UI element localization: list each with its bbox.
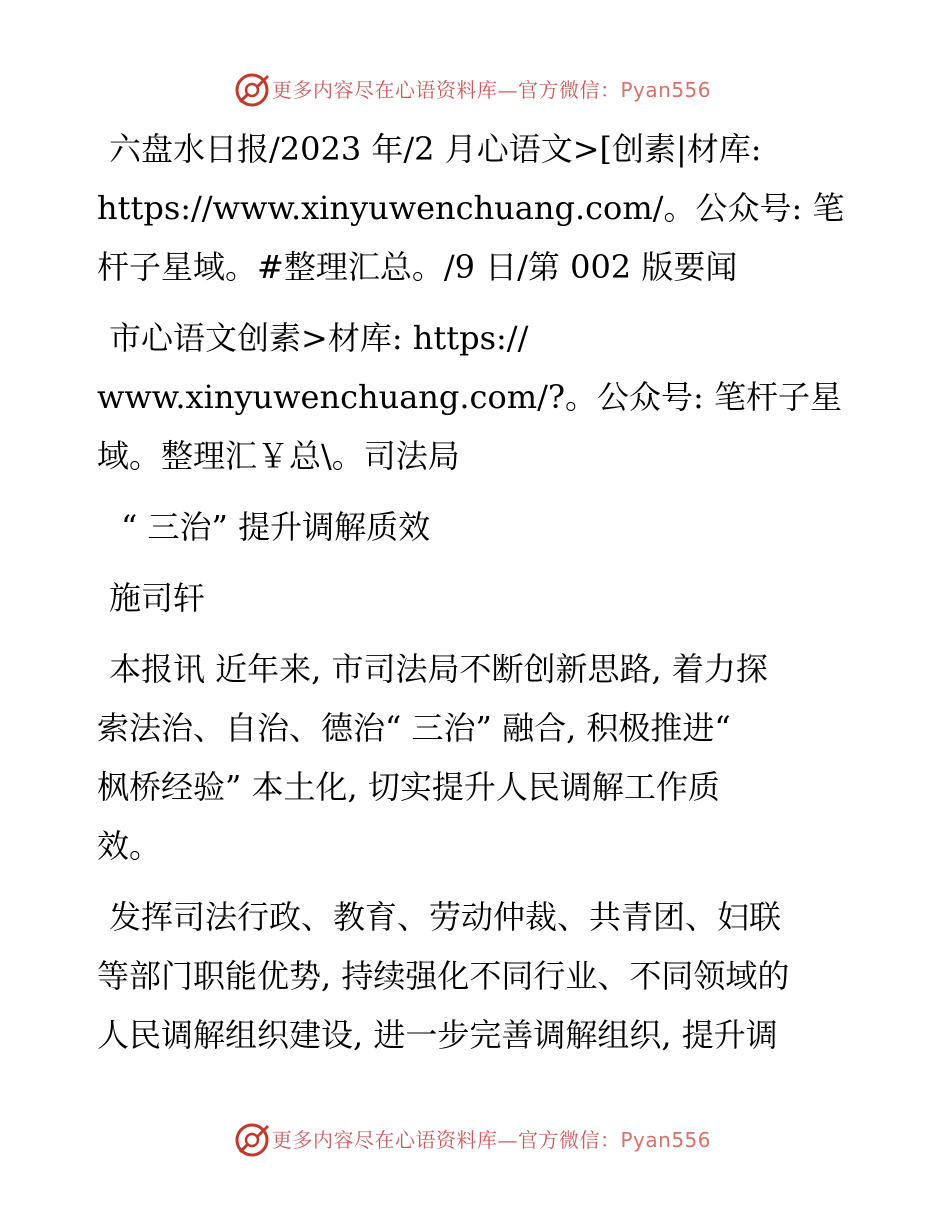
banner-text: 更多内容尽在心语资料库—官方微信：Pyan556 (272, 78, 712, 102)
text-line: www.xinyuwenchuang.com/?。公众号: 笔杆子星 (97, 378, 842, 416)
paragraph (97, 120, 867, 297)
text-line: 等部门职能优势, 持续强化不同行业、不同领域的 (97, 957, 790, 995)
text-line: 发挥司法行政、教育、劳动仲裁、共青团、妇联 (109, 898, 782, 936)
text-line: “ 三治” 提升调解质效 (121, 508, 431, 546)
text-line: 枫桥经验” 本土化, 切实提升人民调解工作质 (97, 768, 720, 806)
text-line: 六盘水日报/2023 年/2 月心语文>[创素|材库: (109, 130, 762, 168)
paragraph (97, 640, 867, 876)
header-banner (0, 70, 950, 110)
brush-logo-icon (234, 72, 270, 108)
author-name (97, 569, 867, 628)
text-line: 杆子星域。#整理汇总。/9 日/第 002 版要闻 (97, 248, 738, 286)
wechat-account: Pyan556 (620, 1128, 712, 1152)
article-title (97, 498, 867, 557)
text-line: 市心语文创素>材库: https:// (109, 319, 529, 357)
text-line: https://www.xinyuwenchuang.com/。公众号: 笔 (97, 189, 845, 227)
text-line: 本报讯 近年来, 市司法局不断创新思路, 着力探 (109, 650, 768, 688)
text-line: 施司轩 (109, 579, 206, 617)
paragraph (97, 309, 867, 486)
wechat-account: Pyan556 (620, 78, 712, 102)
banner-text: 更多内容尽在心语资料库—官方微信：Pyan556 (272, 1128, 712, 1152)
brush-logo-icon (234, 1122, 270, 1158)
text-line: 域。整理汇￥总\。司法局 (97, 437, 460, 475)
text-line: 人民调解组织建设, 进一步完善调解组织, 提升调 (97, 1016, 778, 1054)
article-body (97, 120, 867, 1065)
footer-banner (0, 1120, 950, 1160)
text-line: 索法治、自治、德治“ 三治” 融合, 积极推进“ (97, 709, 731, 747)
text-line: 效。 (97, 827, 162, 865)
paragraph (97, 888, 867, 1065)
